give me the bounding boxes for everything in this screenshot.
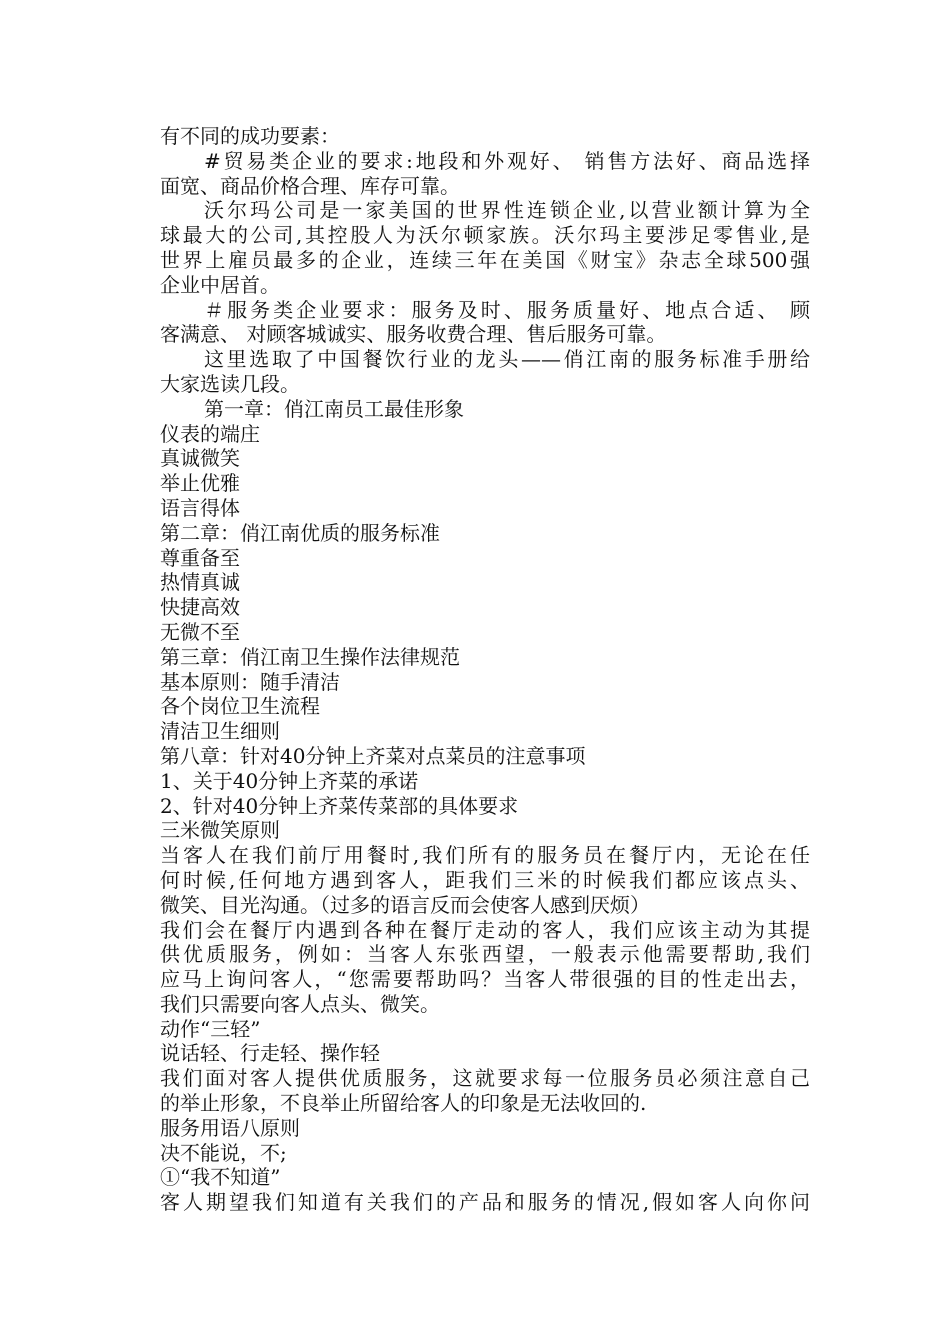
text-line-content: 面宽、商品价格合理、库存可靠。 [160,173,460,198]
text-line-content: 1、关于40分钟上齐菜的承诺 [160,768,419,793]
text-line [160,471,810,496]
text-line-content: 客人期望我们知道有关我们的产品和服务的情况,假如客人向你问 [160,1190,810,1215]
text-line [160,546,810,571]
document-body [160,124,810,1215]
text-line-content: 应马上询问客人，“您需要帮助吗？当客人带很强的目的性走出去， [160,967,810,992]
text-line-content: 我们会在餐厅内遇到各种在餐厅走动的客人，我们应该主动为其提 [160,917,810,942]
text-line-content: 有不同的成功要素： [160,124,340,148]
text-line-content: 这里选取了中国餐饮行业的龙头——俏江南的服务标准手册给 [204,347,810,372]
text-line [160,694,810,719]
text-line-content: ＃服务类企业要求：服务及时、服务质量好、地点合适、 顾 [204,297,810,322]
text-line-content: 2、针对40分钟上齐菜传菜部的具体要求 [160,793,519,818]
text-line [160,843,810,868]
text-line-content: 第三章：俏江南卫生操作法律规范 [160,644,460,669]
text-line-content: 第八章：针对40分钟上齐菜对点菜员的注意事项 [160,743,586,768]
text-line-content: 第一章：俏江南员工最佳形象 [204,396,464,421]
text-line-content: 无微不至 [160,619,240,644]
text-line [160,446,810,471]
text-line-content: 各个岗位卫生流程 [160,694,320,719]
text-line-content: 客满意、 对顾客城诚实、服务收费合理、售后服务可靠。 [160,322,667,347]
text-line [160,496,810,521]
text-line [160,794,810,819]
text-line-content: 三米微笑原则 [160,818,280,843]
text-line-content: 世界上雇员最多的企业，连续三年在美国《财宝》杂志全球500强 [160,247,810,272]
text-line-content: 微笑、目光沟通。（过多的语言反而会使客人感到厌烦） [160,892,650,917]
text-line [160,570,810,595]
text-line-content: 当客人在我们前厅用餐时,我们所有的服务员在餐厅内，无论在任 [160,843,810,868]
text-line-content: 我们只需要向客人点头、微笑。 [160,991,440,1016]
text-line-content: 基本原则：随手清洁 [160,669,340,694]
text-line [160,1190,810,1215]
text-line [160,818,810,843]
text-line-content: 说话轻、行走轻、操作轻 [160,1041,380,1066]
text-line-content: 沃尔玛公司是一家美国的世界性连锁企业,以营业额计算为全 [204,198,810,223]
text-line-content: 决不能说，不; [160,1140,287,1165]
text-line [160,1066,810,1091]
text-line [160,1091,810,1116]
text-line [160,223,810,248]
text-line [160,918,810,943]
text-line [160,992,810,1017]
text-line [160,868,810,893]
text-line [160,893,810,918]
text-line [160,1165,810,1190]
text-line [160,769,810,794]
text-line [160,347,810,372]
text-line-content: 仪表的端庄 [160,421,260,446]
text-line [160,149,810,174]
text-line-content: 我们面对客人提供优质服务，这就要求每一位服务员必须注意自己 [160,1066,810,1091]
text-line [160,1141,810,1166]
text-line-content: 球最大的公司,其控股人为沃尔顿家族。沃尔玛主要涉足零售业,是 [160,223,810,248]
text-line [160,620,810,645]
text-line [160,645,810,670]
text-line-content: 大家选读几段。 [160,371,300,396]
text-line [160,322,810,347]
text-line [160,744,810,769]
text-line [160,719,810,744]
text-line [160,521,810,546]
text-line [160,372,810,397]
text-line-content: 何时候,任何地方遇到客人，距我们三米的时候我们都应该点头、 [160,867,810,892]
text-line [160,670,810,695]
text-line [160,298,810,323]
text-line-content: 语言得体 [160,495,240,520]
text-line-content: 清洁卫生细则 [160,719,280,744]
text-line [160,273,810,298]
text-line [160,1041,810,1066]
text-line-content: 快捷高效 [160,595,240,620]
text-line-content: 举止优雅 [160,471,240,496]
text-line [160,1017,810,1042]
text-line-content: 的举止形象，不良举止所留给客人的印象是无法收回的. [160,1091,647,1116]
text-line-content: #贸易类企业的要求:地段和外观好、 销售方法好、商品选择 [204,148,810,173]
text-line-content: 供优质服务，例如：当客人东张西望，一般表示他需要帮助,我们 [160,942,810,967]
text-line [160,595,810,620]
text-line-content: 尊重备至 [160,545,240,570]
text-line-content: 真诚微笑 [160,446,240,471]
text-line-content: ①“我不知道” [160,1165,281,1190]
text-line [160,942,810,967]
text-line [160,248,810,273]
text-line [160,967,810,992]
text-line [160,397,810,422]
text-line-content: 第二章：俏江南优质的服务标准 [160,520,440,545]
text-line [160,422,810,447]
text-line-content: 热情真诚 [160,570,240,595]
text-line-content: 服务用语八原则 [160,1115,300,1140]
text-line-content: 企业中居首。 [160,272,280,297]
text-line [160,174,810,199]
text-line-content: 动作“三轻” [160,1016,261,1041]
text-line [160,198,810,223]
text-line [160,124,810,149]
text-line [160,1116,810,1141]
